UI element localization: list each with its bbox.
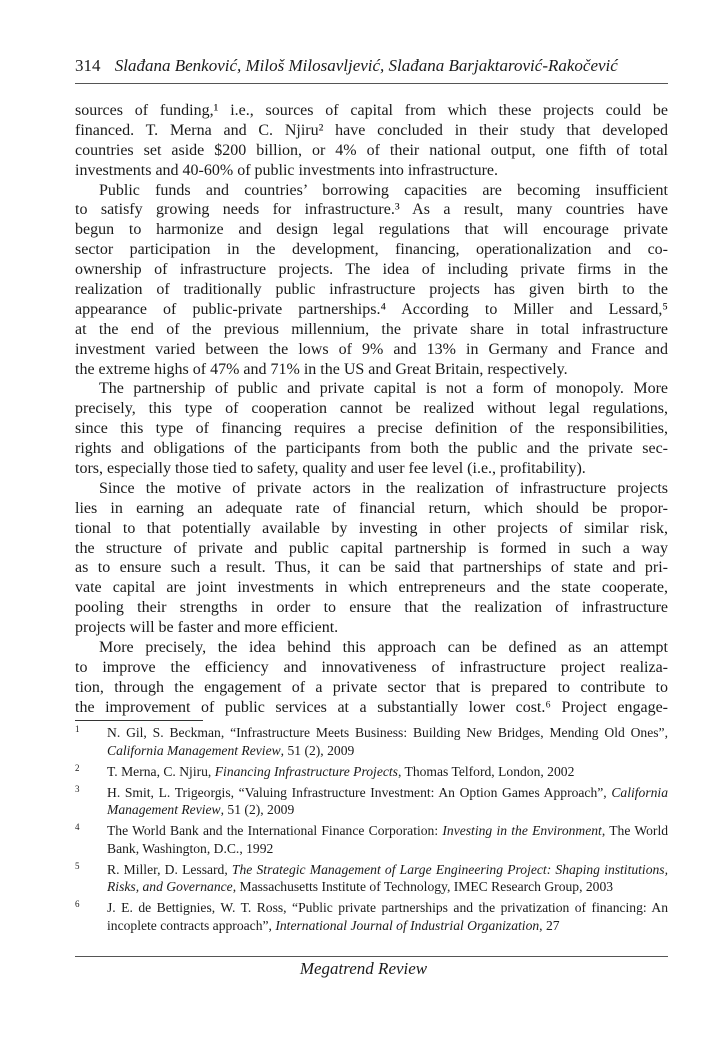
body-line: begun to harmonize and design legal regulations that will encourage private [75, 221, 668, 239]
body-line: the structure of private and public capital partnership is formed in such a way [75, 539, 668, 557]
body-line: at the end of the previous millennium, the private share in total infrastructure [75, 320, 668, 338]
footnote-segment: H. Smit, L. Trigeorgis, “Valuing Infrastructure Investment: An Option Games Approach”, [107, 784, 612, 800]
body-line: tors, especially those tied to safety, quality and user fee level (i.e., profitability). [75, 460, 586, 478]
footnotes [75, 724, 668, 938]
body-line: vate capital are joint investments in which entrepreneurs and the state cooperate, [75, 579, 668, 597]
footnote-title: California Management Review [107, 742, 281, 758]
footnote-number: 4 [75, 822, 80, 832]
body-line: Public funds and countries’ borrowing capacities are becoming insufficient [99, 181, 668, 199]
body-line: countries set aside $200 billion, or 4% of their national output, one fifth of total [75, 141, 668, 159]
body-line: More precisely, the idea behind this approach can be defined as an attempt [99, 639, 668, 657]
header-rule [75, 83, 668, 84]
body-line: realization of traditionally public infrastructure projects has given birth to the [75, 281, 668, 299]
body-line: ownership of infrastructure projects. The idea of including private firms in the [75, 261, 668, 279]
body-line: investment varied between the lows of 9% and 13% in Germany and France and [75, 340, 668, 358]
footnote-text [107, 784, 668, 819]
body-text [75, 101, 668, 718]
body-line: lies in earning an adequate rate of financial return, which should be propor- [75, 499, 668, 517]
running-header [75, 56, 668, 76]
footnote-segment: R. Miller, D. Lessard, [107, 861, 232, 877]
footnote-segment: , 51 (2), 2009 [280, 742, 355, 758]
body-line: financed. T. Merna and C. Njiru² have concluded in their study that developed [75, 121, 668, 139]
footnote [75, 899, 668, 934]
body-line: tional to that potentially available by investing in other projects of similar risk, [75, 519, 668, 537]
footnote-segment: J. E. de Bettignies, W. T. Ross, “Public private partnerships and the privatization of financing: An incoplete contracts approach”, [107, 900, 668, 933]
footnote-title: California Management Review [107, 784, 668, 817]
footnote-title: Investing in the Environment [442, 823, 602, 838]
footnote-text [107, 899, 668, 934]
footnote-number: 1 [75, 724, 80, 734]
footnote-segment: N. Gil, S. Beckman, “Infrastructure Meets Business: Building New Bridges, Mending Old Ones”, [107, 725, 668, 740]
footnote-text [107, 822, 668, 857]
footnote [75, 763, 668, 781]
footnote-segment: T. Merna, C. Njiru, [107, 763, 215, 779]
footnote-number: 2 [75, 762, 80, 773]
footnote-number: 5 [75, 860, 80, 871]
body-line: sector participation in the development, financing, operationalization and co- [75, 241, 668, 259]
page-number: 314 [75, 56, 101, 75]
body-line: as to ensure such a result. Thus, it can be said that partnerships of state and pri- [75, 559, 668, 577]
footnote-text [107, 763, 668, 781]
body-line: to satisfy growing needs for infrastructure.³ As a result, many countries have [75, 201, 668, 219]
footnote-segment: , Massachusetts Institute of Technology, IMEC Research Group, 2003 [232, 879, 614, 894]
footnote-segment: , 27 [539, 917, 560, 933]
footnote [75, 784, 668, 819]
footnote-segment: , The World Bank, Washington, D.C., 1992 [107, 823, 669, 856]
body-line: the extreme highs of 47% and 71% in the US and Great Britain, respectively. [75, 360, 568, 378]
footnote-segment: , 51 (2), 2009 [220, 802, 295, 817]
body-line: projects will be faster and more efficient. [75, 619, 339, 637]
footnote [75, 724, 668, 759]
body-line: Since the motive of private actors in the realization of infrastructure projects [99, 479, 668, 497]
footnote-text [107, 861, 668, 896]
footer-rule [75, 956, 668, 957]
footnote-number: 3 [75, 783, 80, 794]
footnote-segment: The World Bank and the International Finance Corporation: [107, 823, 443, 838]
footnote-number: 6 [75, 899, 80, 909]
footnote-separator [75, 720, 203, 721]
footnote-title: International Journal of Industrial Organization [275, 917, 540, 933]
body-line: precisely, this type of cooperation cannot be realized without legal regulations, [75, 400, 668, 418]
body-line: the improvement of public services at a substantially lower cost.⁶ Project engage- [75, 698, 668, 716]
journal-footer: Megatrend Review [299, 959, 428, 978]
footnote [75, 861, 668, 896]
body-line: to improve the efficiency and innovativeness of infrastructure project realiza- [75, 658, 668, 676]
footnote [75, 822, 668, 857]
footnote-text [107, 724, 668, 759]
body-line: tion, through the engagement of a private sector that is prepared to contribute to [75, 678, 668, 696]
footnote-title: Financing Infrastructure Projects [214, 763, 398, 779]
body-line: sources of funding,¹ i.e., sources of capital from which these projects could be [75, 102, 668, 119]
body-line: investments and 40-60% of public investments into infrastructure. [75, 161, 499, 179]
footnote-segment: , Thomas Telford, London, 2002 [397, 763, 575, 779]
body-line: The partnership of public and private capital is not a form of monopoly. More [99, 380, 668, 398]
body-line: appearance of public-private partnerships.⁴ According to Miller and Lessard,⁵ [75, 300, 668, 318]
header-authors: Slađana Benković, Miloš Milosavljević, Slađana Barjaktarović-Rakočević [114, 56, 618, 75]
footnote-title: The Strategic Management of Large Engineering Project: Shaping institutions, Risks, and Governance [107, 861, 668, 894]
body-line: since this type of financing requires a precise definition of the responsibilities, [75, 420, 668, 438]
body-line: pooling their strengths in order to ensure that the realization of infrastructure [75, 599, 668, 617]
body-line: rights and obligations of the participants from both the public and the private sec- [75, 440, 668, 458]
